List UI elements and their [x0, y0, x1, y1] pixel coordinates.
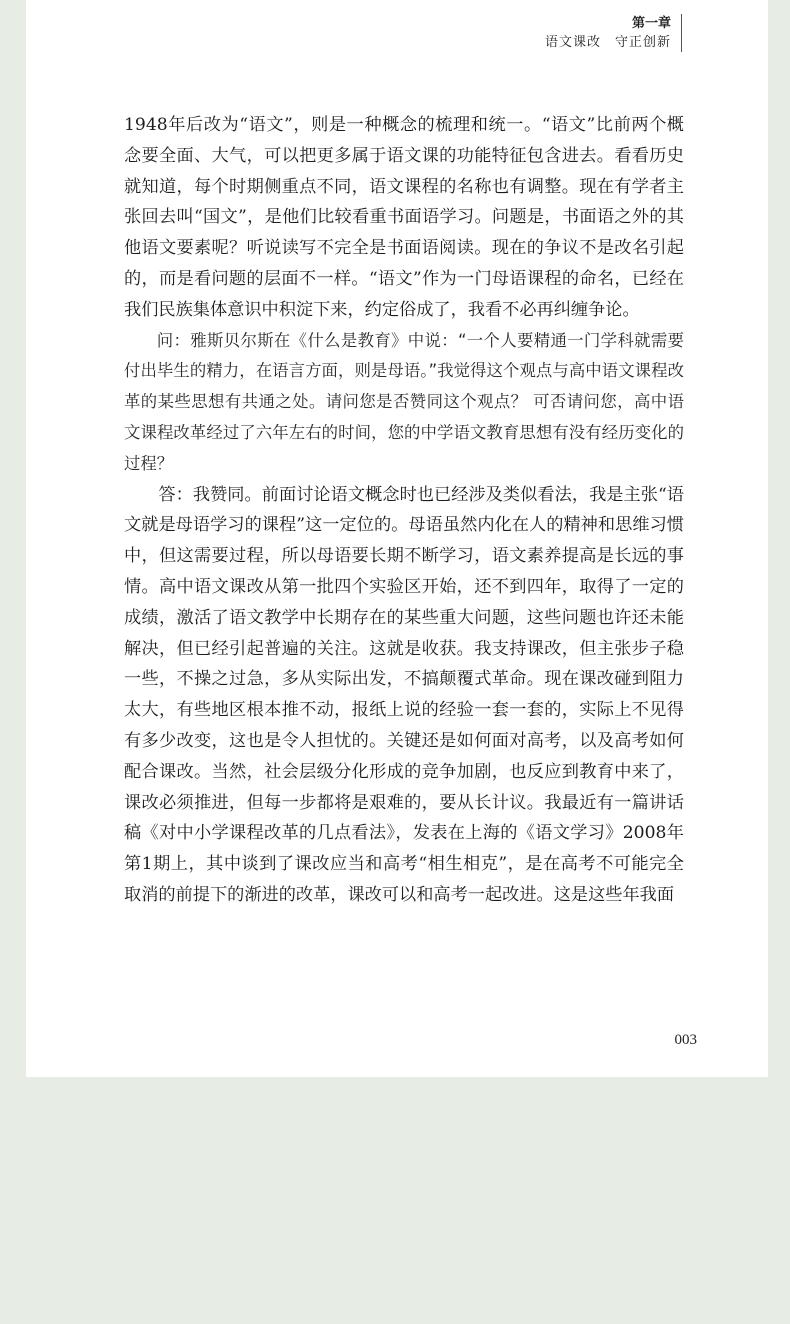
chapter-subtitle: 语文课改 守正创新 [544, 35, 671, 50]
chapter-label: 第一章 [631, 16, 671, 31]
page-number: 003 [674, 1032, 697, 1048]
book-page [26, 0, 768, 1077]
running-head [545, 14, 682, 52]
paragraph-continued: 1948年后改为“语文”，则是一种概念的梳理和统一。“语文”比前两个概念要全面、大气，可以把更多属于语文课的功能特征包含进去。看看历史就知道，每个时期侧重点不同，语文课程的名称也有调整。现在有学者主张回去叫“国文”，是他们比较看重书面语学习。问题是，书面语之外的其他语文要素呢？听说读写不完全是书面语阅读。现在的争议不是改名引起的，而是看问题的层面不一样。“语文”作为一门母语课程的命名，已经在我们民族集体意识中积淀下来，约定俗成了，我看不必再纠缠争论。 [124, 115, 684, 320]
body-text [124, 110, 684, 911]
paragraph-question: 问：雅斯贝尔斯在《什么是教育》中说：“一个人要精通一门学科就需要付出毕生的精力，在语言方面，则是母语。”我觉得这个观点与高中语文课程改革的某些思想有共通之处。请问您是否赞同这个观点？ 可否请问您，高中语文课程改革经过了六年左右的时间，您的中学语文教育思想有没有经历变化的过程？ [124, 330, 684, 473]
paragraph-answer: 答：我赞同。前面讨论语文概念时也已经涉及类似看法，我是主张“语文就是母语学习的课程”这一定位的。母语虽然内化在人的精神和思维习惯中，但这需要过程，所以母语要长期不断学习，语文素养提高是长远的事情。高中语文课改从第一批四个实验区开始，还不到四年，取得了一定的成绩，激活了语文教学中长期存在的某些重大问题，这些问题也许还未能解决，但已经引起普遍的关注。这就是收获。我支持课改，但主张步子稳一些，不操之过急，多从实际出发，不搞颠覆式革命。现在课改碰到阻力太大，有些地区根本推不动，报纸上说的经验一套一套的，实际上不见得有多少改变，这也是令人担忧的。关键还是如何面对高考，以及高考如何配合课改。当然，社会层级分化形成的竞争加剧，也反应到教育中来了，课改必须推进，但每一步都将是艰难的，要从长计议。我最近有一篇讲话稿《对中小学课程改革的几点看法》，发表在上海的《语文学习》2008年第1期上，其中谈到了课改应当和高考“相生相克”，是在高考不可能完全取消的前提下的渐进的改革，课改可以和高考一起改进。这是这些年我面 [124, 484, 684, 905]
